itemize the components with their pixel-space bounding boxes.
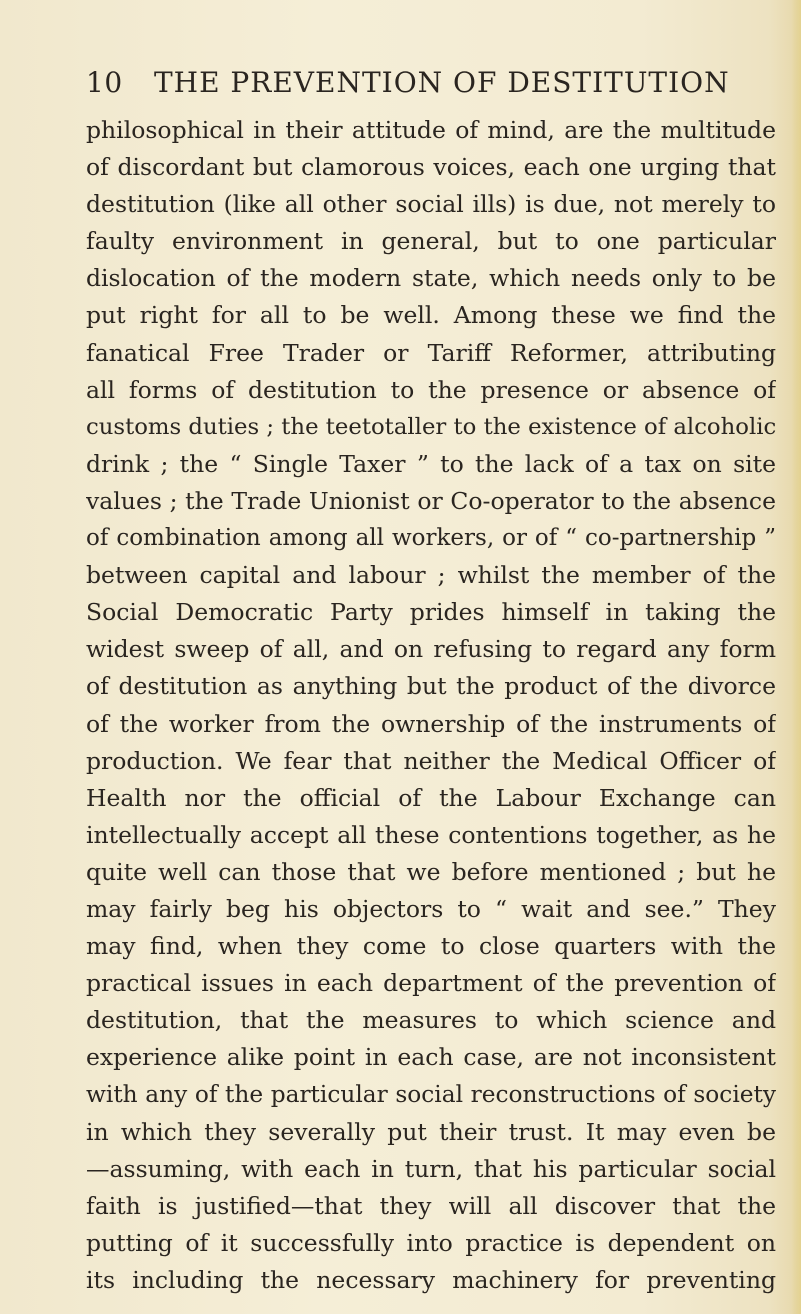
text-line: destitution, that the measures to which science and (86, 1006, 776, 1035)
text-line: may fairly beg his objectors to “ wait and see.” They (86, 894, 776, 923)
text-line: may find, when they come to close quarters with the (86, 932, 776, 961)
text-line: quite well can those that we before mentioned ; but he (86, 857, 776, 886)
text-line: experience alike point in each case, are not inconsistent (86, 1043, 776, 1072)
text-line: its including the necessary machinery for preventing (86, 1265, 776, 1294)
text-line: intellectually accept all these contentions together, as he (86, 820, 776, 849)
page-edge-shadow (791, 0, 801, 1314)
text-line: putting of it successfully into practice is dependent on (86, 1228, 776, 1257)
text-line: of destitution as anything but the product of the divorce (86, 672, 776, 701)
text-line: of combination among all workers, or of “ co-partnership ” (86, 525, 776, 552)
body-text (86, 112, 776, 1299)
text-line: of the worker from the ownership of the instruments of (86, 709, 776, 738)
text-line: drink ; the “ Single Taxer ” to the lack of a tax on site (86, 449, 776, 478)
text-line: all forms of destitution to the presence or absence of (86, 375, 776, 404)
text-line: dislocation of the modern state, which needs only to be (86, 264, 776, 293)
text-line: philosophical in their attitude of mind, are the multitude (86, 116, 776, 144)
text-line: faulty environment in general, but to one particular (86, 227, 776, 256)
text-line: production. We fear that neither the Medical Officer of (86, 746, 776, 775)
text-line: values ; the Trade Unionist or Co-operator to the absence (86, 486, 776, 515)
text-line: put right for all to be well. Among these we find the (86, 301, 776, 330)
running-head (86, 66, 730, 106)
text-line: —assuming, with each in turn, that his particular social (86, 1154, 776, 1183)
text-line: with any of the particular social reconstructions of society (86, 1081, 776, 1109)
text-line: destitution (like all other social ills) is due, not merely to (86, 190, 776, 219)
text-line: in which they severally put their trust. It may even be (86, 1117, 776, 1146)
text-line: between capital and labour ; whilst the member of the (86, 561, 776, 590)
text-line: of discordant but clamorous voices, each one urging that (86, 153, 776, 182)
text-line: fanatical Free Trader or Tariff Reformer, attributing (86, 338, 776, 367)
running-title: THE PREVENTION OF DESTITUTION (154, 66, 730, 99)
text-line: Social Democratic Party prides himself in taking the (86, 598, 776, 627)
page-number: 10 (86, 66, 123, 99)
text-line: customs duties ; the teetotaller to the existence of alcoholic (86, 413, 776, 440)
text-line: widest sweep of all, and on refusing to regard any form (86, 635, 776, 664)
text-line: practical issues in each department of the prevention of (86, 969, 776, 998)
text-line: Health nor the official of the Labour Exchange can (86, 783, 776, 812)
text-line: faith is justified—that they will all discover that the (86, 1191, 776, 1220)
